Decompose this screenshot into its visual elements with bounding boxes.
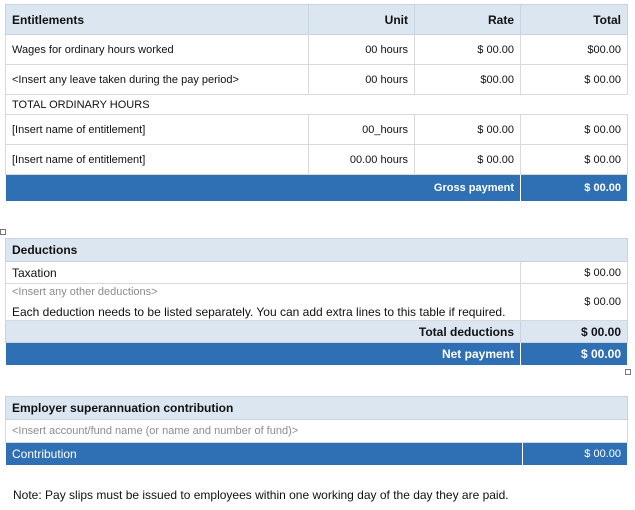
entitlement-unit[interactable]: 00.00 hours bbox=[309, 145, 415, 175]
entitlement-total[interactable]: $ 00.00 bbox=[521, 145, 628, 175]
entitlement-label[interactable]: [Insert name of entitlement] bbox=[6, 145, 309, 175]
taxation-label[interactable]: Taxation bbox=[6, 262, 521, 284]
superannuation-header-row bbox=[6, 397, 628, 420]
entitlement-label[interactable]: <Insert any leave taken during the pay period> bbox=[6, 65, 309, 95]
other-deductions-value[interactable]: $ 00.00 bbox=[521, 284, 628, 321]
other-deductions-hint: <Insert any other deductions> bbox=[12, 286, 158, 298]
net-payment-value[interactable]: $ 00.00 bbox=[521, 343, 628, 366]
table-move-handle[interactable] bbox=[0, 229, 6, 235]
entitlement-label[interactable]: Wages for ordinary hours worked bbox=[6, 35, 309, 65]
entitlement-rate[interactable]: $00.00 bbox=[415, 65, 521, 95]
total-deductions-value[interactable]: $ 00.00 bbox=[521, 321, 628, 343]
net-payment-row bbox=[6, 343, 628, 366]
superannuation-table bbox=[5, 396, 628, 466]
table-resize-handle[interactable] bbox=[625, 369, 631, 375]
table-row bbox=[6, 420, 628, 443]
gross-payment-label: Gross payment bbox=[6, 175, 521, 202]
contribution-label: Contribution bbox=[6, 443, 523, 466]
rate-header: Rate bbox=[415, 5, 521, 35]
entitlement-unit[interactable]: 00 hours bbox=[309, 65, 415, 95]
entitlement-label[interactable]: [Insert name of entitlement] bbox=[6, 115, 309, 145]
contribution-row bbox=[6, 443, 628, 466]
superannuation-title: Employer superannuation contribution bbox=[6, 397, 628, 420]
entitlement-rate[interactable]: $ 00.00 bbox=[415, 115, 521, 145]
entitlement-total[interactable]: $ 00.00 bbox=[521, 65, 628, 95]
entitlements-table bbox=[5, 4, 628, 202]
gross-payment-row bbox=[6, 175, 628, 202]
total-header: Total bbox=[521, 5, 628, 35]
total-ordinary-hours-label: TOTAL ORDINARY HOURS bbox=[6, 95, 628, 115]
entitlements-header-row bbox=[6, 5, 628, 35]
gross-payment-value[interactable]: $ 00.00 bbox=[521, 175, 628, 202]
contribution-value[interactable]: $ 00.00 bbox=[523, 443, 628, 466]
entitlement-rate[interactable]: $ 00.00 bbox=[415, 145, 521, 175]
deductions-table bbox=[5, 238, 628, 366]
net-payment-label: Net payment bbox=[6, 343, 521, 366]
table-row bbox=[6, 284, 628, 321]
entitlement-total[interactable]: $ 00.00 bbox=[521, 115, 628, 145]
other-deductions-note: Each deduction needs to be listed separately. You can add extra lines to this table if required. bbox=[12, 305, 506, 319]
deductions-header-row bbox=[6, 239, 628, 262]
pay-slip-note: Note: Pay slips must be issued to employees within one working day of the day they are paid. bbox=[13, 488, 509, 502]
entitlement-total[interactable]: $00.00 bbox=[521, 35, 628, 65]
total-ordinary-row bbox=[6, 95, 628, 115]
table-row bbox=[6, 262, 628, 284]
taxation-value[interactable]: $ 00.00 bbox=[521, 262, 628, 284]
entitlement-rate[interactable]: $ 00.00 bbox=[415, 35, 521, 65]
entitlements-header: Entitlements bbox=[6, 5, 309, 35]
table-row bbox=[6, 65, 628, 95]
entitlement-unit[interactable]: 00_hours bbox=[309, 115, 415, 145]
table-row bbox=[6, 145, 628, 175]
table-row bbox=[6, 115, 628, 145]
other-deductions-cell[interactable] bbox=[6, 284, 521, 321]
unit-header: Unit bbox=[309, 5, 415, 35]
total-deductions-row bbox=[6, 321, 628, 343]
fund-name-hint[interactable]: <Insert account/fund name (or name and number of fund)> bbox=[6, 420, 628, 443]
deductions-title: Deductions bbox=[6, 239, 628, 262]
table-row bbox=[6, 35, 628, 65]
entitlement-unit[interactable]: 00 hours bbox=[309, 35, 415, 65]
total-deductions-label: Total deductions bbox=[6, 321, 521, 343]
